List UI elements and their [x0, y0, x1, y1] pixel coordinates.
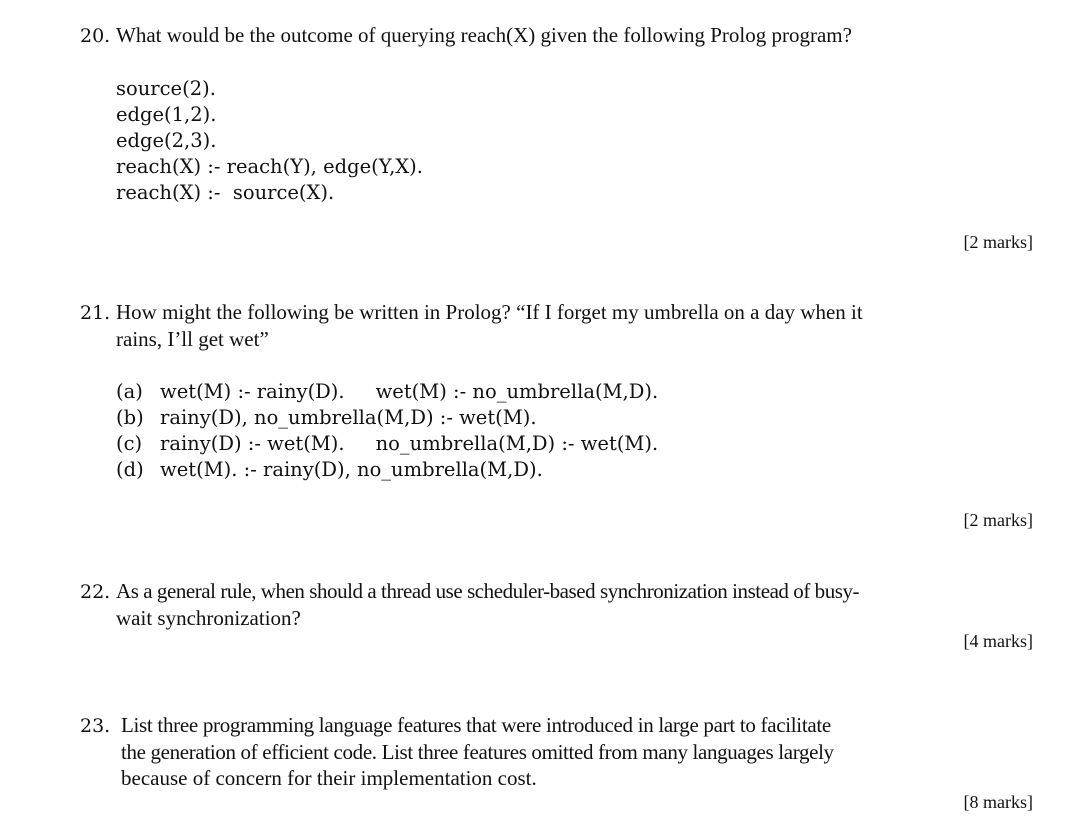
marks-label: [2 marks] — [963, 510, 1033, 530]
question-number: 22. — [80, 581, 111, 603]
marks-label: [2 marks] — [963, 232, 1033, 252]
option-text: wet(M). :- rainy(D), no_umbrella(M,D). — [160, 458, 543, 481]
question-line: rains, I’ll get wet” — [116, 327, 269, 351]
question-23 — [80, 712, 1040, 791]
code-line: edge(1,2). — [116, 103, 217, 126]
code-line: reach(X) :- source(X). — [116, 181, 335, 204]
question-21 — [80, 299, 1040, 352]
option-label: (c) — [116, 432, 143, 455]
code-line: source(2). — [116, 77, 216, 100]
question-22 — [80, 578, 1040, 631]
option-label: (a) — [116, 380, 143, 403]
question-line: the generation of efficient code. List three features omitted from many languages largely — [121, 740, 834, 764]
question-20 — [80, 22, 1040, 49]
code-line: edge(2,3). — [116, 129, 217, 152]
question-line: List three programming language features that were introduced in large part to facilitate — [121, 713, 831, 737]
marks-label: [8 marks] — [963, 792, 1033, 812]
option-text: rainy(D) :- wet(M). no_umbrella(M,D) :- wet(M). — [160, 432, 659, 455]
option-c — [116, 431, 658, 457]
question-number: 20. — [80, 25, 111, 47]
option-b — [116, 405, 658, 431]
option-label: (d) — [116, 458, 144, 481]
question-line: As a general rule, when should a thread use scheduler-based synchronization instead of busy- — [116, 579, 860, 603]
option-text: wet(M) :- rainy(D). wet(M) :- no_umbrella(M,D). — [160, 380, 659, 403]
marks-label: [4 marks] — [963, 631, 1033, 651]
code-line: reach(X) :- reach(Y), edge(Y,X). — [116, 155, 423, 178]
option-a — [116, 379, 658, 405]
question-line: wait synchronization? — [116, 606, 301, 630]
question-text — [80, 22, 1040, 49]
question-line: How might the following be written in Prolog? “If I forget my umbrella on a day when it — [116, 300, 863, 324]
option-label: (b) — [116, 406, 144, 429]
question-line: What would be the outcome of querying reach(X) given the following Prolog program? — [116, 23, 852, 47]
question-text — [80, 299, 1040, 326]
question-line: because of concern for their implementation cost. — [121, 766, 537, 790]
question-text — [80, 578, 1040, 605]
prolog-program — [116, 76, 423, 206]
question-text — [80, 712, 1040, 739]
answer-options — [116, 379, 658, 483]
option-d — [116, 457, 658, 483]
option-text: rainy(D), no_umbrella(M,D) :- wet(M). — [160, 406, 537, 429]
question-number: 23. — [80, 715, 111, 737]
question-number: 21. — [80, 302, 111, 324]
